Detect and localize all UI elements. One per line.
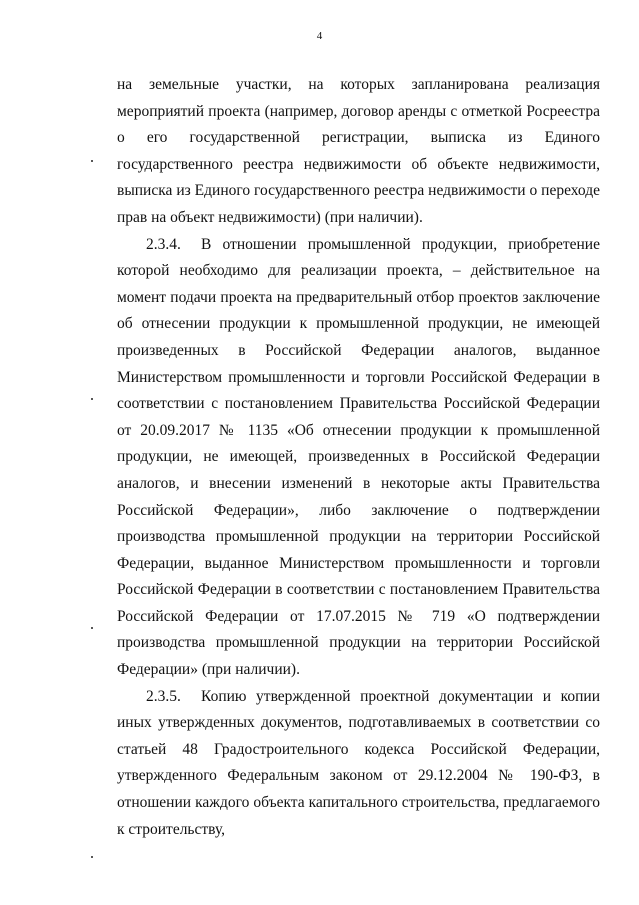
paragraph-number: 2.3.5. <box>146 687 181 705</box>
scan-mark-dot <box>91 160 93 162</box>
scan-mark-dot <box>91 856 93 858</box>
paragraph-text: В отношении промышленной продукции, приобретение которой необходимо для реализации проекта, – действительное на момент подачи проекта на предварительный отбор проектов заключение об отнесении продукции к промышленной продукции, не имеющей произведенных в Российской Федерации аналогов, выданное Министерством промышленности и торговли Российской Федерации в соответствии с постановлением Правительства Российской Федерации от 20.09.2017 № 1135 «Об отнесении продукции к промышленной продукции, не имеющей, произведенных в Российской Федерации аналогов, и внесении изменений в некоторые акты Правительства Российской Федерации», либо заключение о подтверждении производства промышленной продукции на территории Российской Федерации, выданное Министерством промышленности и торговли Российской Федерации в соответствии с постановлением Правительства Российской Федерации от 17.07.2015 № 719 «О подтверждении производства промышленной продукции на территории Российской Федерации» (при наличии). <box>117 235 600 679</box>
paragraph-text: Копию утвержденной проектной документации и копии иных утвержденных документов, подготавливаемых в соответствии со статьей 48 Градостроительного кодекса Российской Федерации, утвержденного Федеральным законом от 29.12.2004 № 190-ФЗ, в отношении каждого объекта капитального строительства, предлагаемого к строительству, <box>117 687 600 838</box>
page-number: 4 <box>316 30 323 42</box>
paragraph-2-3-4 <box>117 232 600 684</box>
paragraph-number: 2.3.4. <box>146 235 181 253</box>
document-body <box>117 72 600 843</box>
scan-mark-dot <box>91 398 93 400</box>
paragraph-continuation <box>117 72 600 232</box>
paragraph-text: на земельные участки, на которых запланирована реализация мероприятий проекта (например, договор аренды с отметкой Росреестра о его государственной регистрации, выписка из Единого государственного реестра недвижимости об объекте недвижимости, выписка из Единого государственного реестра недвижимости о переходе прав на объект недвижимости) (при наличии). <box>117 76 600 226</box>
scan-mark-dot <box>91 627 93 629</box>
paragraph-2-3-5 <box>117 684 600 844</box>
